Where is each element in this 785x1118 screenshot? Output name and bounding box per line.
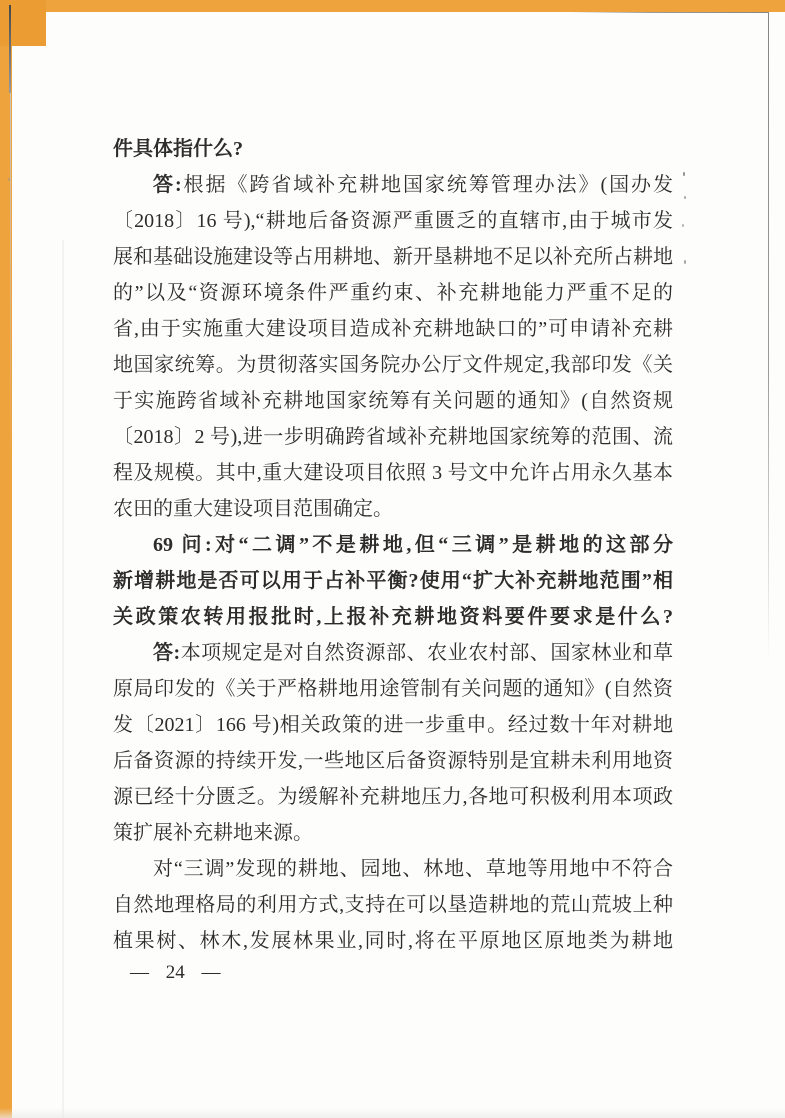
text-line: 后备资源的持续开发,一些地区后备资源特别是宜耕未利用地资 bbox=[113, 750, 673, 772]
orange-corner-block bbox=[0, 0, 46, 46]
text-line: 农田的重大建设项目范围确定。 bbox=[113, 498, 393, 520]
text-line: 源已经十分匮乏。为缓解补充耕地压力,各地可积极利用本项政 bbox=[113, 786, 673, 808]
scan-page-edge-top-line bbox=[570, 12, 769, 13]
page-number: — 24 — bbox=[130, 962, 221, 983]
text-line: 发〔2021〕166 号)相关政策的进一步重申。经过数十年对耕地 bbox=[113, 714, 673, 736]
scan-bottom-shade bbox=[0, 1108, 785, 1118]
text-line: 自然地理格局的利用方式,支持在可以垦造耕地的荒山荒坡上种 bbox=[113, 894, 673, 916]
text-line-body: 根据《跨省域补充耕地国家统筹管理办法》(国办发 bbox=[181, 174, 673, 196]
scan-speck bbox=[684, 196, 686, 199]
text-line: 的”以及“资源环境条件严重约束、补充耕地能力严重不足的 bbox=[113, 282, 673, 304]
text-line: 植果树、林木,发展林果业,同时,将在平原地区原地类为耕地 bbox=[113, 930, 673, 952]
text-line: 件具体指什么? bbox=[113, 138, 243, 160]
text-line: 展和基础设施建设等占用耕地、新开垦耕地不足以补充所占耕地 bbox=[113, 246, 673, 268]
text-line: 原局印发的《关于严格耕地用途管制有关问题的通知》(自然资 bbox=[113, 678, 673, 700]
scan-page-edge-right-line bbox=[768, 12, 769, 662]
text-line: 对“三调”发现的耕地、园地、林地、草地等用地中不符合 bbox=[153, 858, 673, 880]
answer-label: 答: bbox=[153, 174, 182, 196]
text-line: 地国家统筹。为贯彻落实国务院办公厅文件规定,我部印发《关 bbox=[113, 354, 673, 376]
text-line: 〔2018〕2 号),进一步明确跨省域补充耕地国家统筹的范围、流 bbox=[113, 426, 673, 448]
text-line: 于实施跨省域补充耕地国家统筹有关问题的通知》(自然资规 bbox=[113, 390, 673, 412]
text-line bbox=[113, 635, 673, 671]
document-text-block bbox=[113, 131, 673, 959]
scan-crease-line bbox=[62, 240, 64, 1118]
question-line: 69 问:对“二调”不是耕地,但“三调”是耕地的这部分 bbox=[153, 534, 673, 556]
question-line: 新增耕地是否可以用于占补平衡?使用“扩大补充耕地范围”相 bbox=[113, 570, 673, 592]
scan-streak-faint bbox=[10, 93, 11, 483]
scan-speck bbox=[8, 178, 10, 181]
text-line: 程及规模。其中,重大建设项目依照 3 号文中允许占用永久基本 bbox=[113, 462, 673, 484]
scan-streak-dark bbox=[9, 5, 11, 93]
text-line: 省,由于实施重大建设项目造成补充耕地缺口的”可申请补充耕 bbox=[113, 318, 673, 340]
text-line bbox=[113, 167, 673, 203]
answer-label: 答: bbox=[153, 642, 181, 664]
text-line: 〔2018〕16 号),“耕地后备资源严重匮乏的直辖市,由于城市发 bbox=[113, 210, 673, 232]
scan-speck bbox=[682, 224, 684, 227]
scan-speck bbox=[684, 260, 686, 264]
orange-border-top bbox=[0, 0, 785, 12]
question-line: 关政策农转用报批时,上报补充耕地资料要件要求是什么? bbox=[113, 606, 673, 628]
text-line: 策扩展补充耕地来源。 bbox=[113, 822, 313, 844]
scan-speck bbox=[683, 172, 685, 176]
text-line-body: 本项规定是对自然资源部、农业农村部、国家林业和草 bbox=[180, 642, 673, 664]
